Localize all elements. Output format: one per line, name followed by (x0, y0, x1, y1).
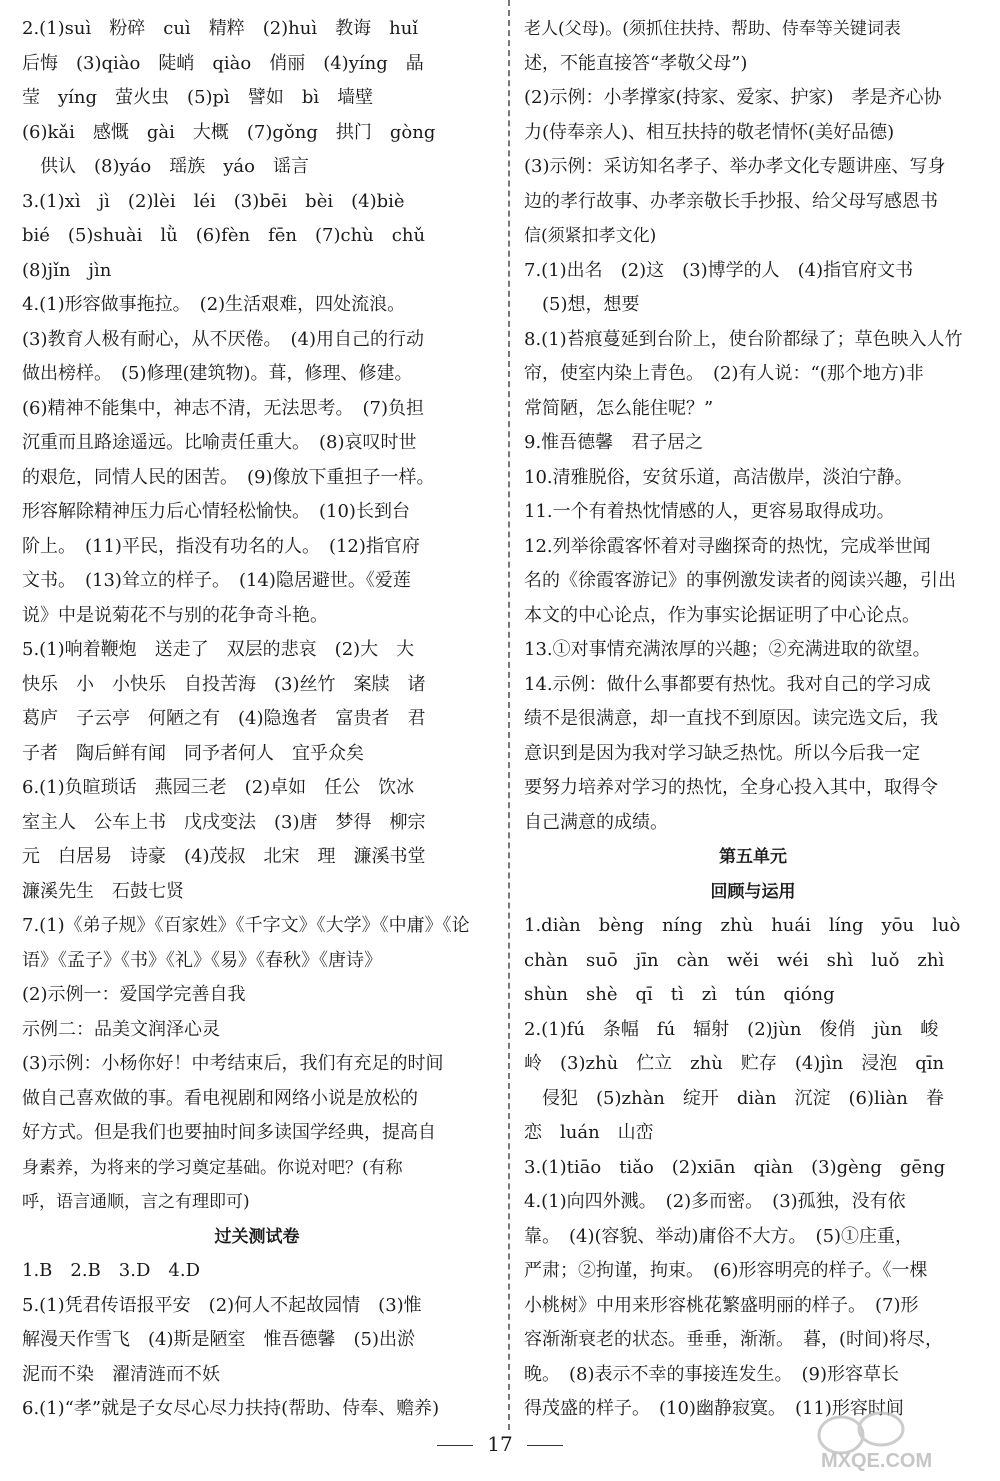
right-column-line: (3)示例：采访知名孝子、举办孝文化专题讲座、写身 (524, 156, 946, 177)
right-column-line: 4.(1)向四外溅。 (2)多而密。 (3)孤独，没有依 (524, 1191, 906, 1212)
right-column-line: 严肃；②拘谨，拘束。 (6)形容明亮的样子。《一棵 (524, 1260, 928, 1281)
left-column-line: 7.(1)《弟子规》《百家姓》《千字文》《大学》《中庸》《论 (22, 915, 470, 936)
left-column-line: 莹 yíng 萤火虫 (5)pì 譬如 bì 墙壁 (22, 87, 374, 108)
right-column-line: 13.①对事情充满浓厚的兴趣；②充满进取的欲望。 (524, 639, 931, 660)
left-column-line: 葛庐 子云亭 何陋之有 (4)隐逸者 富贵者 君 (22, 708, 426, 729)
left-column-line: (6)kǎi 感慨 gài 大概 (7)gǒng 拱门 gòng (22, 121, 436, 143)
left-column-line: 的艰危，同情人民的困苦。 (9)像放下重担子一样。 (22, 466, 435, 488)
left-column-line: 形容解除精神压力后心情轻松愉快。 (10)长到台 (22, 501, 410, 522)
right-column-line: 回顾与运用 (710, 881, 796, 902)
right-column-line: 侵犯 (5)zhàn 绽开 diàn 沉淀 (6)liàn 眷 (524, 1087, 944, 1109)
right-column-line: (5)想，想要 (524, 294, 640, 315)
right-column-line: 小桃树》中用来形容桃花繁盛明丽的样子。 (7)形 (524, 1294, 919, 1316)
left-column-line: 阶上。 (11)平民，指没有功名的人。 (12)指官府 (22, 535, 420, 557)
right-column-line: 晚。 (8)表示不幸的事接连发生。 (9)形容草长 (524, 1363, 899, 1385)
footer-dash-left (437, 1445, 473, 1446)
left-column-line: 做自己喜欢做的事。看电视剧和网络小说是放松的 (22, 1087, 418, 1109)
right-column-line: shùn shè qī tì zì tún qióng (524, 984, 835, 1005)
right-column (524, 12, 982, 1427)
left-column-line: 5.(1)凭君传语报平安 (2)何人不起故园情 (3)惟 (22, 1294, 422, 1316)
right-column-line: 1.diàn bèng níng zhù huái líng yōu luò (524, 915, 961, 936)
right-column-line: 第五单元 (719, 847, 787, 867)
svg-text:MXQE.COM: MXQE.COM (821, 1450, 933, 1472)
left-column-line: 过关测试卷 (214, 1226, 300, 1247)
left-column-line: 身素养，为将来的学习奠定基础。你说对吧？(有称 (22, 1157, 403, 1178)
right-column-line: 岭 (3)zhù 伫立 zhù 贮存 (4)jìn 浸泡 qīn (524, 1053, 945, 1074)
page-number: 17 (487, 1432, 513, 1456)
right-column-line: 容渐渐衰老的状态。垂垂，渐渐。 暮，(时间)将尽， (524, 1329, 944, 1350)
left-column-line: (8)jǐn jìn (22, 259, 112, 281)
left-column-line: 5.(1)响着鞭炮 送走了 双层的悲哀 (2)大 大 (22, 639, 415, 660)
right-column-line: 常简陋，怎么能住呢？” (524, 397, 714, 419)
right-column-line: 得茂盛的样子。 (10)幽静寂寞。 (11)形容时间 (524, 1398, 904, 1419)
right-column-line: 2.(1)fú 条幅 fú 辐射 (2)jùn 俊俏 jùn 峻 (524, 1018, 939, 1040)
right-column-line: 力(侍奉亲人)、相互扶持的敬老情怀(美好品德) (524, 121, 895, 143)
right-column-line: 述，不能直接答“孝敬父母”) (524, 52, 748, 74)
right-column-line: 11.一个有着热忱情感的人，更容易取得成功。 (524, 501, 895, 522)
right-column-line: 14.示例：做什么事都要有热忱。我对自己的学习成 (524, 673, 931, 695)
right-column-line: 绩不是很满意，却一直找不到原因。读完选文后，我 (524, 708, 938, 729)
right-column-line: 帘，使室内染上青色。 (2)有人说：“(那个地方)非 (524, 363, 924, 384)
right-column-line: 靠。 (4)(容貌、举动)庸俗不大方。 (5)①庄重， (524, 1225, 914, 1247)
column-divider (508, 0, 510, 1430)
right-column-line: 意识到是因为我对学习缺乏热忱。所以今后我一定 (524, 742, 920, 764)
left-column-line: 解漫天作雪飞 (4)斯是陋室 惟吾德馨 (5)出淤 (22, 1329, 415, 1350)
left-column-line: 做出榜样。 (5)修理(建筑物)。葺，修理、修建。 (22, 363, 413, 384)
right-column-line: 7.(1)出名 (2)这 (3)博学的人 (4)指官府文书 (524, 259, 914, 281)
left-column-line: (2)示例一：爱国学完善自我 (22, 984, 246, 1005)
left-column-line: 后悔 (3)qiào 陡峭 qiào 俏丽 (4)yíng 晶 (22, 52, 424, 74)
right-column-line: 3.(1)tiāo tiǎo (2)xiān qiàn (3)gèng gēng (524, 1156, 946, 1178)
right-column-line: 老人(父母)。(须抓住扶持、帮助、侍奉等关键词表 (524, 19, 901, 39)
left-column-line: 说》中是说菊花不与别的花争奇斗艳。 (22, 604, 328, 626)
left-column-line: 示例二：品美文润泽心灵 (22, 1018, 220, 1040)
right-column-line: 8.(1)苔痕蔓延到台阶上，使台阶都绿了；草色映入人竹 (524, 328, 963, 350)
right-column-line: 本文的中心论点，作为事实论据证明了中心论点。 (524, 604, 920, 626)
left-column-line: 2.(1)suì 粉碎 cuì 精粹 (2)huì 教诲 huǐ (22, 18, 419, 39)
footer-dash-right (527, 1445, 563, 1446)
left-column-line: (3)示例：小杨你好！中考结束后，我们有充足的时间 (22, 1053, 444, 1074)
left-column-line: (3)教育人极有耐心，从不厌倦。 (4)用自己的行动 (22, 328, 424, 350)
right-column-line: 信(须紧扣孝文化) (524, 226, 657, 246)
left-column-line: 沉重而且路途遥远。比喻责任重大。 (8)哀叹时世 (22, 432, 417, 453)
left-column-line: 语》《孟子》《书》《礼》《易》《春秋》《唐诗》 (22, 949, 382, 971)
right-column-line: 边的孝行故事、办孝亲敬长手抄报、给父母写感恩书 (524, 190, 938, 212)
left-column-line: 供认 (8)yáo 瑶族 yáo 谣言 (22, 156, 309, 177)
right-column-line: 9.惟吾德馨 君子居之 (524, 432, 704, 453)
left-column-line: 4.(1)形容做事拖拉。 (2)生活艰难，四处流浪。 (22, 294, 406, 315)
left-column-line: 呼，语言通顺，言之有理即可) (22, 1192, 250, 1212)
left-column-line: 元 白居易 诗豪 (4)茂叔 北宋 理 濂溪书堂 (22, 846, 426, 867)
right-column-line: 12.列举徐霞客怀着对寻幽探奇的热忱，完成举世闻 (524, 535, 931, 557)
left-column-line: 泥而不染 濯清涟而不妖 (22, 1363, 220, 1385)
left-column-line: 好方式。但是我们也要抽时间多读国学经典，提高自 (22, 1122, 436, 1143)
left-column-line: 濂溪先生 石鼓七贤 (22, 880, 184, 902)
left-column-line: 快乐 小 小快乐 自投苦海 (3)丝竹 案牍 诸 (22, 673, 426, 695)
left-column-line: bié (5)shuài lǜ (6)fèn fēn (7)chù chǔ (22, 225, 426, 246)
left-column (22, 12, 492, 1427)
right-column-line: 恋 luán 山峦 (524, 1122, 654, 1143)
left-column-line: (6)精神不能集中，神志不清，无法思考。 (7)负担 (22, 397, 424, 419)
left-column-line: 3.(1)xì jì (2)lèi léi (3)bēi bèi (4)biè (22, 190, 405, 212)
left-column-line: 6.(1)“孝”就是子女尽心尽力扶持(帮助、侍奉、赡养) (22, 1398, 440, 1419)
right-column-line: 自己满意的成绩。 (524, 811, 668, 833)
right-column-line: (2)示例：小孝撑家(持家、爱家、护家) 孝是齐心协 (524, 87, 942, 108)
left-column-line: 文书。 (13)耸立的样子。 (14)隐居避世。《爱莲 (22, 570, 411, 591)
right-column-line: 名的《徐霞客游记》的事例激发读者的阅读兴趣，引出 (524, 570, 956, 591)
left-column-line: 室主人 公车上书 戊戌变法 (3)唐 梦得 柳宗 (22, 811, 426, 833)
left-column-line: 子者 陶后鲜有闻 同予者何人 宜乎众矣 (22, 742, 364, 764)
left-column-line: 6.(1)负暄琐话 燕园三老 (2)卓如 任公 饮冰 (22, 777, 415, 798)
watermark-logo (811, 1405, 986, 1473)
left-column-line: 1.B 2.B 3.D 4.D (22, 1260, 201, 1281)
right-column-line: chàn suō jīn càn wěi wéi shì luǒ zhì (524, 949, 945, 971)
right-column-line: 要努力培养对学习的热忱，全身心投入其中，取得令 (524, 777, 938, 798)
right-column-line: 10.清雅脱俗，安贫乐道，高洁傲岸，淡泊宁静。 (524, 466, 913, 488)
